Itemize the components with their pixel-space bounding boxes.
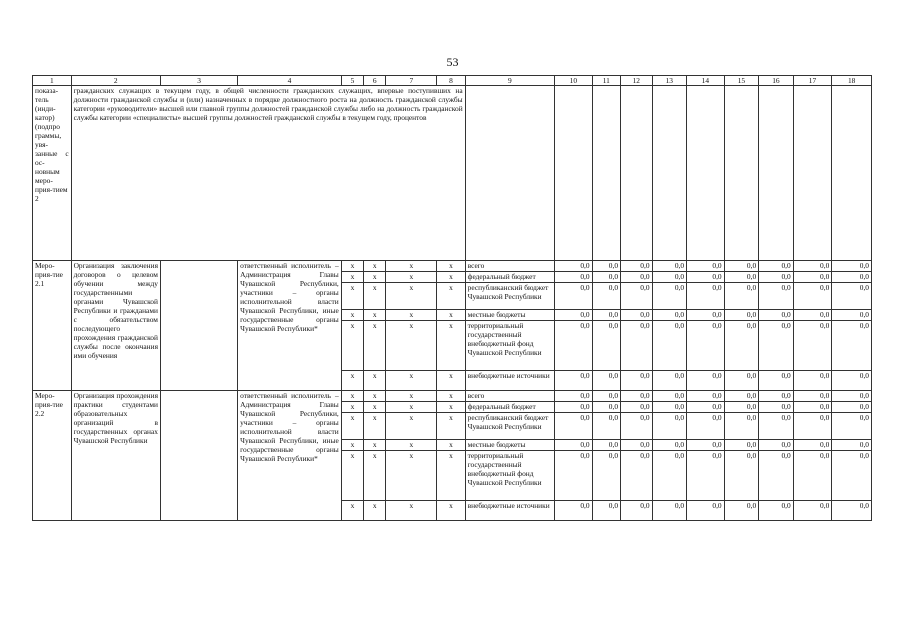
funding-value: 0,0 <box>555 371 593 391</box>
column-number-header: 16 <box>759 76 794 86</box>
funding-source: территориальный государственный внебюджетный фонд Чувашской Республики <box>465 451 554 501</box>
column-number-header: 17 <box>793 76 832 86</box>
funding-value: 0,0 <box>652 261 687 272</box>
funding-value: 0,0 <box>759 371 794 391</box>
funding-value: 0,0 <box>759 283 794 310</box>
x-mark-cell: х <box>437 272 465 283</box>
funding-value: 0,0 <box>592 272 620 283</box>
funding-value: 0,0 <box>592 310 620 321</box>
funding-source: внебюджетные источники <box>465 371 554 391</box>
column-number-header: 8 <box>437 76 465 86</box>
funding-value: 0,0 <box>759 391 794 402</box>
funding-value: 0,0 <box>832 283 872 310</box>
funding-source: всего <box>465 391 554 402</box>
funding-value: 0,0 <box>555 402 593 413</box>
measure-code: Меро-прия-тие 2.1 <box>33 261 72 391</box>
x-mark-cell: х <box>364 272 386 283</box>
column-number-header: 18 <box>832 76 872 86</box>
x-mark-cell: х <box>364 501 386 521</box>
x-mark-cell: х <box>341 321 363 371</box>
funding-value: 0,0 <box>687 283 725 310</box>
funding-value: 0,0 <box>592 451 620 501</box>
funding-value: 0,0 <box>832 440 872 451</box>
funding-value: 0,0 <box>793 402 832 413</box>
funding-row <box>33 391 872 402</box>
funding-value: 0,0 <box>621 321 652 371</box>
funding-value: 0,0 <box>793 261 832 272</box>
funding-value: 0,0 <box>724 501 759 521</box>
column-number-header: 11 <box>592 76 620 86</box>
funding-value: 0,0 <box>652 440 687 451</box>
x-mark-cell: х <box>341 310 363 321</box>
funding-value: 0,0 <box>555 310 593 321</box>
funding-value: 0,0 <box>687 451 725 501</box>
indicator-text: гражданских служащих в текущем году, в общей численности гражданских служащих, впервые поступивших на должности гражданской службы и (или) назначенных в порядке должностного роста на должность гражданской службы категории «руководители» высшей или главной группы должностей гражданской службы либо на должность гражданской службы категории «специалисты» высшей группы должностей гражданской службы в текущем году, процентов <box>71 86 465 261</box>
measure-empty-cell <box>160 391 237 521</box>
funding-value: 0,0 <box>793 440 832 451</box>
indicator-empty-cell <box>793 86 832 261</box>
funding-source: внебюджетные источники <box>465 501 554 521</box>
x-mark-cell: х <box>341 440 363 451</box>
funding-value: 0,0 <box>652 391 687 402</box>
funding-value: 0,0 <box>832 451 872 501</box>
funding-value: 0,0 <box>687 501 725 521</box>
funding-value: 0,0 <box>724 272 759 283</box>
x-mark-cell: х <box>437 451 465 501</box>
x-mark-cell: х <box>386 402 437 413</box>
x-mark-cell: х <box>437 402 465 413</box>
funding-row <box>33 261 872 272</box>
funding-source: республиканский бюджет Чувашской Республики <box>465 283 554 310</box>
funding-value: 0,0 <box>687 310 725 321</box>
column-number-header: 10 <box>555 76 593 86</box>
funding-value: 0,0 <box>555 501 593 521</box>
funding-value: 0,0 <box>652 501 687 521</box>
funding-value: 0,0 <box>832 413 872 440</box>
x-mark-cell: х <box>364 321 386 371</box>
column-number-header: 3 <box>160 76 237 86</box>
measure-name: Организация прохождения практики студентами образовательных организаций в государственных органах Чувашской Республики <box>71 391 160 521</box>
x-mark-cell: х <box>341 413 363 440</box>
x-mark-cell: х <box>437 283 465 310</box>
funding-value: 0,0 <box>621 272 652 283</box>
funding-source: республиканский бюджет Чувашской Республики <box>465 413 554 440</box>
measure-executor: ответственный исполнитель – Администрация Главы Чувашской Республики, участники – органы исполнительной власти Чувашской Республики, иные государственные органы Чувашской Республики* <box>238 391 342 521</box>
funding-value: 0,0 <box>759 272 794 283</box>
funding-value: 0,0 <box>621 391 652 402</box>
x-mark-cell: х <box>386 501 437 521</box>
funding-value: 0,0 <box>724 310 759 321</box>
funding-value: 0,0 <box>687 321 725 371</box>
funding-value: 0,0 <box>832 261 872 272</box>
x-mark-cell: х <box>364 451 386 501</box>
column-number-header: 1 <box>33 76 72 86</box>
page-number: 53 <box>446 55 459 69</box>
x-mark-cell: х <box>437 391 465 402</box>
x-mark-cell: х <box>437 413 465 440</box>
funding-value: 0,0 <box>592 371 620 391</box>
funding-value: 0,0 <box>687 413 725 440</box>
column-number-header: 6 <box>364 76 386 86</box>
funding-value: 0,0 <box>759 402 794 413</box>
x-mark-cell: х <box>341 451 363 501</box>
funding-value: 0,0 <box>793 310 832 321</box>
measure-empty-cell <box>160 261 237 391</box>
x-mark-cell: х <box>386 413 437 440</box>
funding-value: 0,0 <box>687 272 725 283</box>
x-mark-cell: х <box>386 321 437 371</box>
funding-value: 0,0 <box>832 371 872 391</box>
column-number-header: 13 <box>652 76 687 86</box>
funding-value: 0,0 <box>759 413 794 440</box>
funding-value: 0,0 <box>793 413 832 440</box>
x-mark-cell: х <box>437 310 465 321</box>
indicator-row <box>33 86 872 261</box>
x-mark-cell: х <box>386 440 437 451</box>
funding-value: 0,0 <box>687 402 725 413</box>
column-number-header: 12 <box>621 76 652 86</box>
funding-value: 0,0 <box>555 440 593 451</box>
measure-executor: ответственный исполнитель – Администрация Главы Чувашской Республики, участники – органы исполнительной власти Чувашской Республики, иные государственные органы Чувашской Республики* <box>238 261 342 391</box>
funding-value: 0,0 <box>687 440 725 451</box>
column-number-header: 14 <box>687 76 725 86</box>
funding-value: 0,0 <box>652 310 687 321</box>
x-mark-cell: х <box>364 261 386 272</box>
funding-value: 0,0 <box>652 283 687 310</box>
x-mark-cell: х <box>437 321 465 371</box>
x-mark-cell: х <box>437 501 465 521</box>
x-mark-cell: х <box>364 283 386 310</box>
funding-value: 0,0 <box>724 283 759 310</box>
funding-value: 0,0 <box>555 261 593 272</box>
indicator-empty-cell <box>465 86 554 261</box>
funding-value: 0,0 <box>724 451 759 501</box>
funding-value: 0,0 <box>687 261 725 272</box>
funding-value: 0,0 <box>621 501 652 521</box>
funding-value: 0,0 <box>652 451 687 501</box>
funding-value: 0,0 <box>724 391 759 402</box>
column-number-header: 2 <box>71 76 160 86</box>
column-number-header: 15 <box>724 76 759 86</box>
funding-value: 0,0 <box>652 413 687 440</box>
x-mark-cell: х <box>386 451 437 501</box>
indicator-label: показа-тель (инди-катор) (подпро граммы, увя-занные с ос-новным меро-прия-тием 2 <box>33 86 72 261</box>
funding-value: 0,0 <box>592 261 620 272</box>
column-number-header: 9 <box>465 76 554 86</box>
funding-value: 0,0 <box>793 283 832 310</box>
indicator-empty-cell <box>724 86 759 261</box>
x-mark-cell: х <box>364 391 386 402</box>
funding-value: 0,0 <box>652 371 687 391</box>
indicator-empty-cell <box>687 86 725 261</box>
indicator-empty-cell <box>621 86 652 261</box>
funding-value: 0,0 <box>832 501 872 521</box>
funding-value: 0,0 <box>724 261 759 272</box>
x-mark-cell: х <box>386 283 437 310</box>
funding-value: 0,0 <box>592 391 620 402</box>
funding-value: 0,0 <box>555 391 593 402</box>
x-mark-cell: х <box>437 440 465 451</box>
indicator-empty-cell <box>832 86 872 261</box>
funding-value: 0,0 <box>687 371 725 391</box>
funding-value: 0,0 <box>793 272 832 283</box>
measure-code: Меро-прия-тие 2.2 <box>33 391 72 521</box>
funding-value: 0,0 <box>652 402 687 413</box>
x-mark-cell: х <box>364 402 386 413</box>
funding-source: местные бюджеты <box>465 440 554 451</box>
x-mark-cell: х <box>341 391 363 402</box>
funding-value: 0,0 <box>652 321 687 371</box>
x-mark-cell: х <box>364 310 386 321</box>
funding-value: 0,0 <box>759 310 794 321</box>
funding-value: 0,0 <box>592 321 620 371</box>
x-mark-cell: х <box>341 261 363 272</box>
funding-value: 0,0 <box>724 413 759 440</box>
funding-value: 0,0 <box>793 321 832 371</box>
funding-source: местные бюджеты <box>465 310 554 321</box>
funding-value: 0,0 <box>621 261 652 272</box>
funding-value: 0,0 <box>832 391 872 402</box>
x-mark-cell: х <box>364 440 386 451</box>
funding-value: 0,0 <box>555 321 593 371</box>
indicator-empty-cell <box>652 86 687 261</box>
x-mark-cell: х <box>341 402 363 413</box>
funding-value: 0,0 <box>759 321 794 371</box>
funding-value: 0,0 <box>621 413 652 440</box>
column-number-header: 5 <box>341 76 363 86</box>
funding-value: 0,0 <box>793 371 832 391</box>
funding-value: 0,0 <box>759 261 794 272</box>
funding-source: территориальный государственный внебюджетный фонд Чувашской Республики <box>465 321 554 371</box>
budget-table <box>32 75 872 521</box>
x-mark-cell: х <box>386 391 437 402</box>
x-mark-cell: х <box>386 261 437 272</box>
funding-value: 0,0 <box>555 451 593 501</box>
funding-value: 0,0 <box>832 310 872 321</box>
indicator-empty-cell <box>759 86 794 261</box>
funding-value: 0,0 <box>687 391 725 402</box>
funding-source: федеральный бюджет <box>465 272 554 283</box>
funding-value: 0,0 <box>759 440 794 451</box>
x-mark-cell: х <box>364 371 386 391</box>
funding-value: 0,0 <box>793 451 832 501</box>
x-mark-cell: х <box>341 283 363 310</box>
column-number-header: 7 <box>386 76 437 86</box>
funding-value: 0,0 <box>592 501 620 521</box>
funding-value: 0,0 <box>832 321 872 371</box>
x-mark-cell: х <box>437 261 465 272</box>
funding-value: 0,0 <box>592 402 620 413</box>
funding-value: 0,0 <box>724 321 759 371</box>
funding-value: 0,0 <box>724 440 759 451</box>
funding-value: 0,0 <box>621 283 652 310</box>
column-number-row <box>33 76 872 86</box>
funding-value: 0,0 <box>621 371 652 391</box>
funding-value: 0,0 <box>621 440 652 451</box>
funding-value: 0,0 <box>724 371 759 391</box>
funding-value: 0,0 <box>555 413 593 440</box>
indicator-empty-cell <box>555 86 593 261</box>
funding-value: 0,0 <box>621 310 652 321</box>
funding-value: 0,0 <box>592 440 620 451</box>
funding-value: 0,0 <box>555 283 593 310</box>
x-mark-cell: х <box>341 501 363 521</box>
funding-value: 0,0 <box>793 501 832 521</box>
funding-value: 0,0 <box>724 402 759 413</box>
x-mark-cell: х <box>437 371 465 391</box>
x-mark-cell: х <box>364 413 386 440</box>
column-number-header: 4 <box>238 76 342 86</box>
x-mark-cell: х <box>386 371 437 391</box>
funding-source: федеральный бюджет <box>465 402 554 413</box>
funding-value: 0,0 <box>592 283 620 310</box>
funding-source: всего <box>465 261 554 272</box>
funding-value: 0,0 <box>621 402 652 413</box>
funding-value: 0,0 <box>652 272 687 283</box>
indicator-empty-cell <box>592 86 620 261</box>
x-mark-cell: х <box>341 272 363 283</box>
funding-value: 0,0 <box>621 451 652 501</box>
x-mark-cell: х <box>341 371 363 391</box>
x-mark-cell: х <box>386 310 437 321</box>
funding-value: 0,0 <box>832 402 872 413</box>
x-mark-cell: х <box>386 272 437 283</box>
funding-value: 0,0 <box>592 413 620 440</box>
measure-name: Организация заключения договоров о целевом обучении между государственными органами Чувашской Республики и гражданами с обязательством последующего прохождения гражданской службы после окончания ими обучения <box>71 261 160 391</box>
funding-value: 0,0 <box>759 451 794 501</box>
funding-value: 0,0 <box>555 272 593 283</box>
funding-value: 0,0 <box>832 272 872 283</box>
funding-value: 0,0 <box>759 501 794 521</box>
funding-value: 0,0 <box>793 391 832 402</box>
